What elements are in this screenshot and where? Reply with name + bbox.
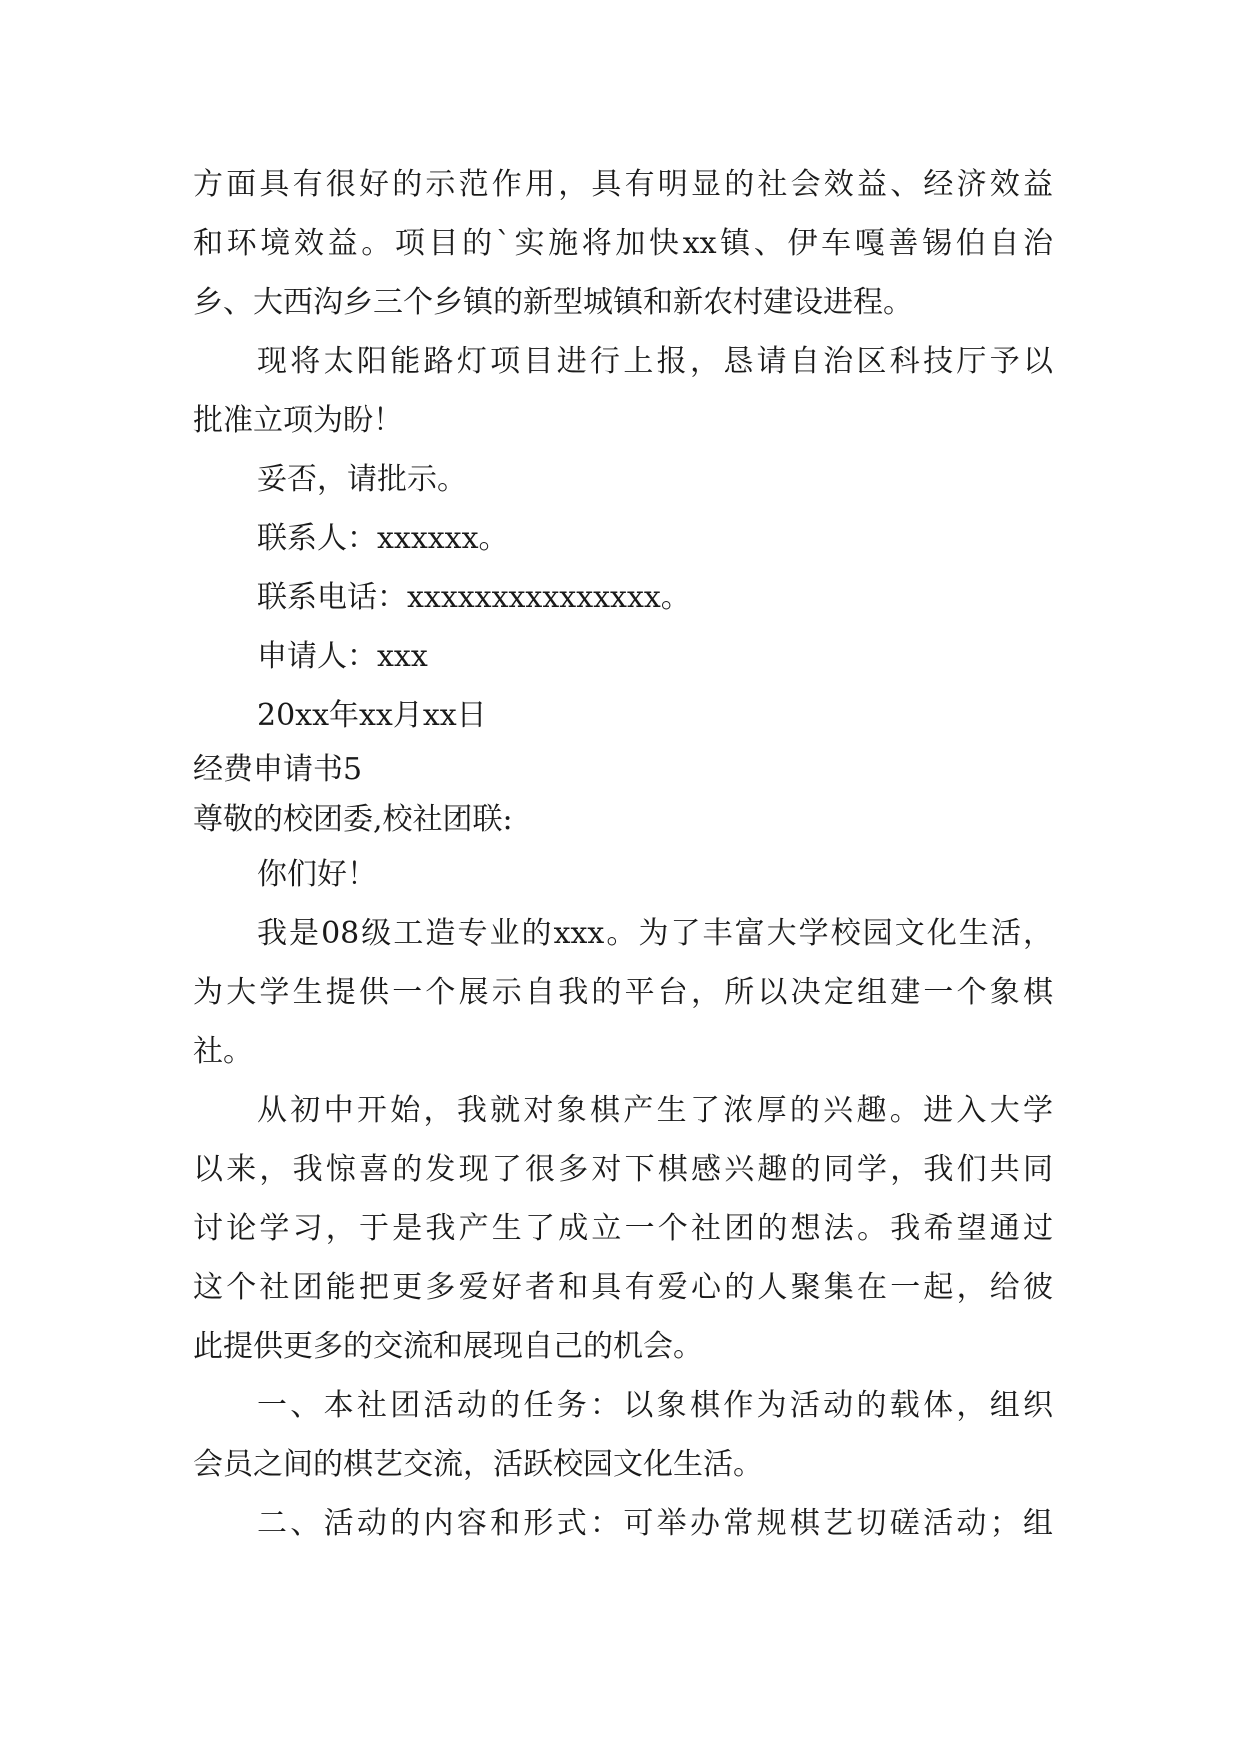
salutation: 尊敬的校团委,校社团联: <box>193 802 513 837</box>
contact-phone: 联系电话：xxxxxxxxxxxxxxx。 <box>257 580 691 615</box>
paragraph-line: 这个社团能把更多爱好者和具有爱心的人聚集在一起，给彼 <box>193 1270 1053 1305</box>
paragraph-line: 方面具有很好的示范作用，具有明显的社会效益、经济效益 <box>193 167 1053 202</box>
paragraph-line: 社。 <box>193 1034 253 1069</box>
paragraph-line: 一、本社团活动的任务：以象棋作为活动的载体，组织 <box>257 1388 1053 1423</box>
contact-person: 联系人：xxxxxx。 <box>257 521 509 556</box>
greeting: 你们好！ <box>257 857 377 892</box>
document-page <box>193 155 1053 1553</box>
section-title: 经费申请书5 <box>193 752 363 787</box>
closing-line: 妥否，请批示。 <box>257 462 467 497</box>
paragraph-line: 乡、大西沟乡三个乡镇的新型城镇和新农村建设进程。 <box>193 285 913 320</box>
paragraph-line: 从初中开始，我就对象棋产生了浓厚的兴趣。进入大学 <box>257 1093 1053 1128</box>
paragraph-line: 批准立项为盼！ <box>193 403 403 438</box>
date-line: 20xx年xx月xx日 <box>257 698 487 733</box>
paragraph-line: 为大学生提供一个展示自我的平台，所以决定组建一个象棋 <box>193 975 1053 1010</box>
paragraph-line: 讨论学习，于是我产生了成立一个社团的想法。我希望通过 <box>193 1211 1053 1246</box>
paragraph-line: 二、活动的内容和形式：可举办常规棋艺切磋活动；组 <box>257 1506 1053 1541</box>
paragraph-line: 以来，我惊喜的发现了很多对下棋感兴趣的同学，我们共同 <box>193 1152 1053 1187</box>
paragraph-line: 现将太阳能路灯项目进行上报，恳请自治区科技厅予以 <box>257 344 1053 379</box>
paragraph-line: 我是08级工造专业的xxx。为了丰富大学校园文化生活， <box>257 916 1053 951</box>
paragraph-line: 和环境效益。项目的`实施将加快xx镇、伊车嘎善锡伯自治 <box>193 226 1053 261</box>
paragraph-line: 会员之间的棋艺交流，活跃校园文化生活。 <box>193 1447 763 1482</box>
applicant: 申请人：xxx <box>257 639 428 674</box>
paragraph-line: 此提供更多的交流和展现自己的机会。 <box>193 1329 703 1364</box>
